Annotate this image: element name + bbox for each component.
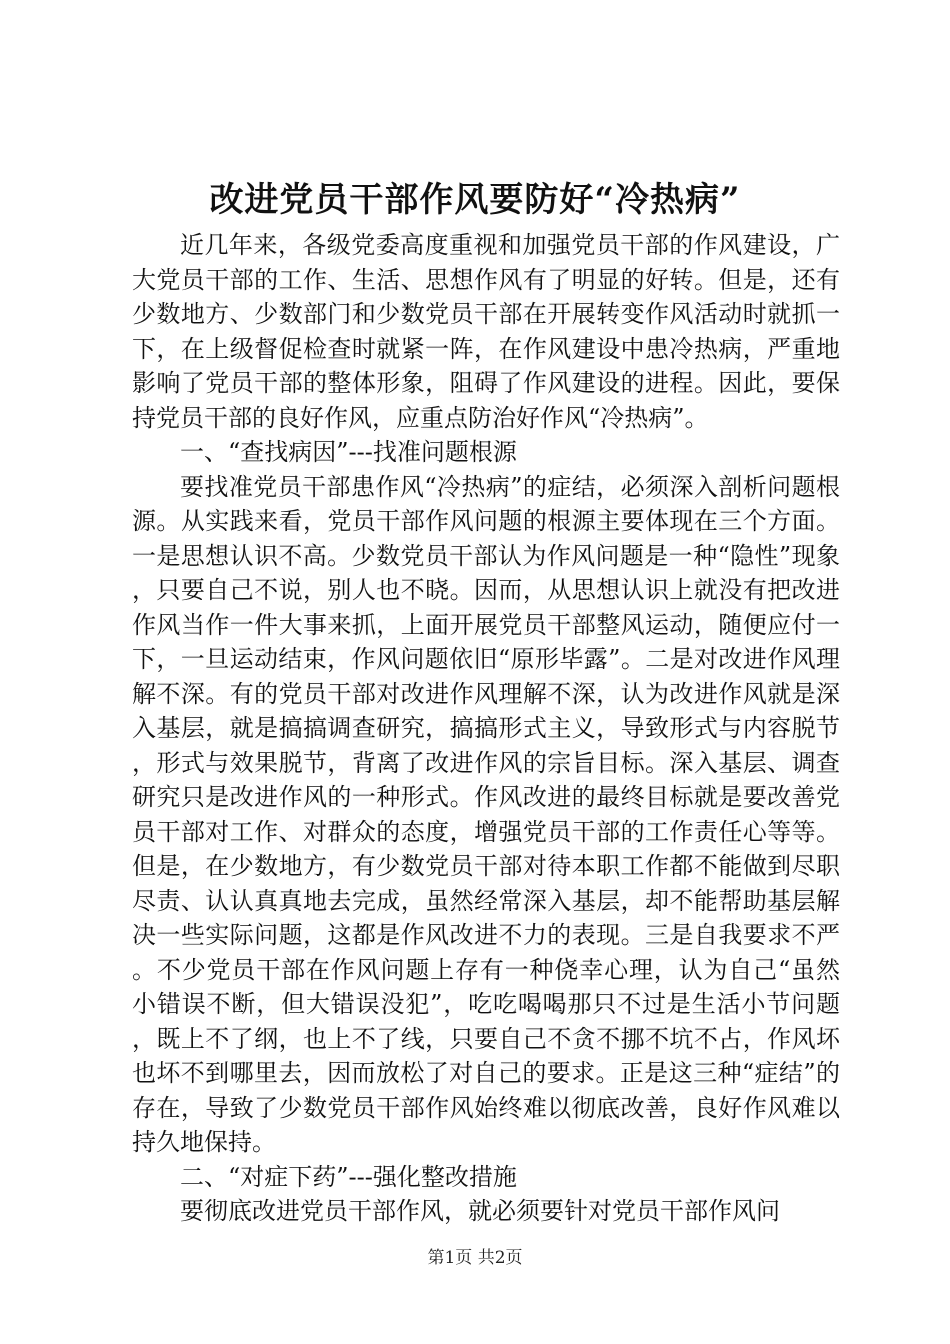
- section-heading-2: 二、“对症下药”---强化整改措施: [180, 1162, 517, 1191]
- section-heading-1: 一、“查找病因”---找准问题根源: [180, 438, 517, 466]
- document-title: 改进党员干部作风要防好“冷热病”: [209, 180, 741, 220]
- page-number-footer: 第1页 共2页: [427, 1248, 523, 1268]
- document-body: [132, 228, 840, 1229]
- paragraph-intro: 近几年来，各级党委高度重视和加强党员干部的作风建设，广大党员干部的工作、生活、思想作风有了明显的好转。但是，还有少数地方、少数部门和少数党员干部在开展转变作风活动时就抓一下，在上级督促检查时就紧一阵，在作风建设中患冷热病，严重地影响了党员干部的整体形象，阻碍了作风建设的进程。因此，要保持党员干部的良好作风，应重点防治好作风“冷热病”。: [132, 231, 840, 432]
- paragraph-measures: 要彻底改进党员干部作风，就必须要针对党员干部作风问: [180, 1197, 780, 1225]
- paragraph-root-causes: 要找准党员干部患作风“冷热病”的症结，必须深入剖析问题根源。从实践来看，党员干部作风问题的根源主要体现在三个方面。一是思想认识不高。少数党员干部认为作风问题是一种“隐性”现象，只要自己不说，别人也不晓。因而，从思想认识上就没有把改进作风当作一件大事来抓，上面开展党员干部整风运动，随便应付一下，一旦运动结束，作风问题依旧“原形毕露”。二是对改进作风理解不深。有的党员干部对改进作风理解不深，认为改进作风就是深入基层，就是搞搞调查研究，搞搞形式主义，导致形式与内容脱节，形式与效果脱节，背离了改进作风的宗旨目标。深入基层、调查研究只是改进作风的一种形式。作风改进的最终目标就是要改善党员干部对工作、对群众的态度，增强党员干部的工作责任心等等。但是，在少数地方，有少数党员干部对待本职工作都不能做到尽职尽责、认认真真地去完成，虽然经常深入基层，却不能帮助基层解决一些实际问题，这都是作风改进不力的表现。三是自我要求不严。不少党员干部在作风问题上存有一种侥幸心理，认为自己“虽然小错误不断，但大错误没犯”，吃吃喝喝那只不过是生活小节问题，既上不了纲，也上不了线，只要自己不贪不挪不坑不占，作风坏也坏不到哪里去，因而放松了对自己的要求。正是这三种“症结”的存在，导致了少数党员干部作风始终难以彻底改善，良好作风难以持久地保持。: [132, 472, 840, 1156]
